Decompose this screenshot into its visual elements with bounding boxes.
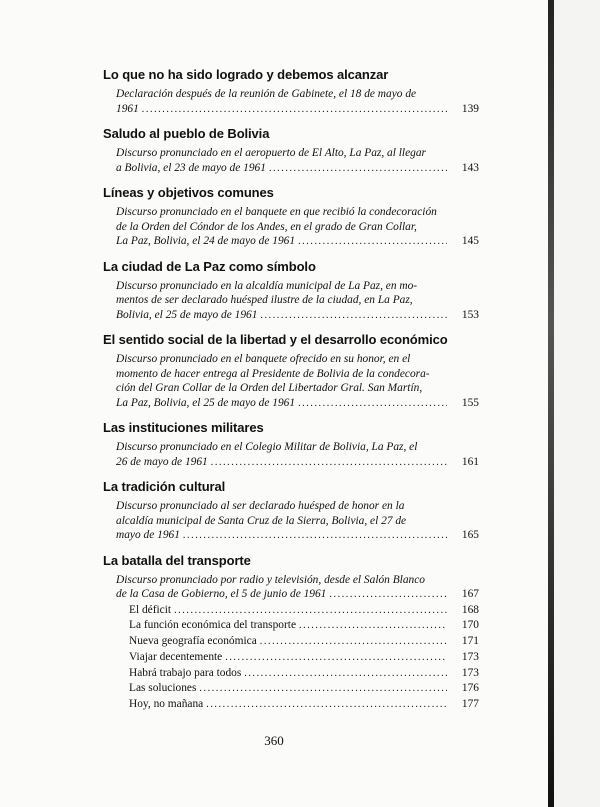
toc-section <box>103 478 479 552</box>
section-title: Las instituciones militares <box>103 420 264 435</box>
entry-description: mentos de ser declarado huésped ilustre de la ciudad, en La Paz, <box>116 294 413 306</box>
page-number: 165 <box>461 529 479 541</box>
dot-leader <box>174 603 447 619</box>
page-number: 153 <box>461 308 479 321</box>
entry-description: Discurso pronunciado en el Colegio Militar de Bolivia, La Paz, el <box>116 441 418 453</box>
page-number: 176 <box>461 682 479 695</box>
subentry <box>129 697 479 713</box>
subentry-list <box>129 603 479 714</box>
entry-last-line: 1961 <box>116 102 139 115</box>
page-number: 167 <box>461 588 479 600</box>
page-number: 143 <box>461 161 479 174</box>
entry-description: Declaración después de la reunión de Gabinete, el 18 de mayo de <box>116 88 417 100</box>
dot-leader <box>211 456 447 471</box>
section-entry <box>116 279 479 324</box>
toc-section <box>103 66 479 125</box>
subentry <box>129 634 479 650</box>
entry-description: Discurso pronunciado en el banquete en que recibió la condecoración <box>116 206 437 218</box>
section-entry <box>116 573 479 603</box>
page-number: 139 <box>461 102 479 115</box>
page-binding-shadow <box>548 0 554 807</box>
toc-section <box>103 552 479 714</box>
section-entry <box>116 352 479 411</box>
section-title: Saludo al pueblo de Bolivia <box>103 126 270 141</box>
section-title: La tradición cultural <box>103 479 226 494</box>
section-title: El sentido social de la libertad y el desarrollo económico <box>103 332 448 347</box>
entry-last-line: Bolivia, el 25 de mayo de 1961 <box>116 308 258 321</box>
dot-leader <box>206 697 447 713</box>
scan-edge <box>548 0 600 807</box>
subentry <box>129 666 479 682</box>
page-folio: 360 <box>264 733 284 748</box>
section-title: Lo que no ha sido logrado y debemos alcanzar <box>103 67 389 82</box>
section-entry <box>116 205 479 250</box>
dot-leader <box>299 618 447 634</box>
section-title: La batalla del transporte <box>103 552 251 568</box>
dot-leader <box>199 681 447 697</box>
page-number: 177 <box>461 698 479 711</box>
entry-description: Discurso pronunciado en el aeropuerto de El Alto, La Paz, al llegar <box>116 147 426 159</box>
dot-leader <box>298 235 447 250</box>
entry-description: Discurso pronunciado por radio y televisión, desde el Salón Blanco <box>116 573 425 586</box>
entry-description: ción del Gran Collar de la Orden del Libertador Gral. San Martín, <box>116 382 423 394</box>
subentry <box>129 603 479 619</box>
page-number: 173 <box>461 666 479 679</box>
dot-leader <box>260 309 447 324</box>
table-of-contents <box>103 66 479 713</box>
dot-leader <box>269 162 447 177</box>
page-number: 171 <box>461 635 479 648</box>
section-title: La ciudad de La Paz como símbolo <box>103 258 316 274</box>
section-entry <box>116 499 479 544</box>
subentry-label: Nueva geografía económica <box>129 635 257 648</box>
entry-last-line: mayo de 1961 <box>116 529 180 541</box>
toc-section <box>103 331 479 419</box>
page-number: 161 <box>461 455 479 468</box>
subentry-label: Las soluciones <box>129 682 197 695</box>
entry-last-line: La Paz, Bolivia, el 25 de mayo de 1961 <box>116 396 296 409</box>
dot-leader <box>260 634 447 650</box>
subentry-label: El déficit <box>129 603 172 616</box>
page-number: 170 <box>461 619 479 632</box>
entry-last-line: a Bolivia, el 23 de mayo de 1961 <box>116 161 266 174</box>
page-number: 168 <box>461 603 479 616</box>
dot-leader <box>183 529 447 544</box>
entry-last-line: 26 de mayo de 1961 <box>116 455 208 468</box>
dot-leader <box>298 397 447 412</box>
entry-description: de la Orden del Cóndor de los Andes, en el grado de Gran Collar, <box>116 220 417 233</box>
entry-description: Discurso pronunciado al ser declarado huésped de honor en la <box>116 500 405 512</box>
dot-leader <box>225 650 447 666</box>
entry-description: momento de hacer entrega al Presidente de Bolivia de la condecora- <box>116 367 430 380</box>
toc-section <box>103 419 479 478</box>
section-title: Líneas y objetivos comunes <box>103 185 274 200</box>
subentry-label: Habrá trabajo para todos <box>129 666 242 679</box>
subentry <box>129 681 479 697</box>
subentry <box>129 618 479 634</box>
section-entry <box>116 87 479 117</box>
subentry-label: Viajar decentemente <box>129 650 223 663</box>
section-entry <box>116 146 479 176</box>
toc-section <box>103 184 479 258</box>
page-number: 173 <box>461 650 479 663</box>
page-number: 145 <box>461 235 479 247</box>
toc-section <box>103 125 479 184</box>
entry-last-line: La Paz, Bolivia, el 24 de mayo de 1961 <box>116 235 296 247</box>
dot-leader <box>142 103 447 118</box>
entry-description: Discurso pronunciado en la alcaldía municipal de La Paz, en mo- <box>116 279 418 292</box>
entry-description: Discurso pronunciado en el banquete ofrecido en su honor, en el <box>116 353 411 365</box>
subentry <box>129 650 479 666</box>
entry-description: alcaldía municipal de Santa Cruz de la Sierra, Bolivia, el 27 de <box>116 514 407 527</box>
page-number: 155 <box>461 396 479 409</box>
dot-leader <box>244 666 447 682</box>
subentry-label: Hoy, no mañana <box>129 698 204 711</box>
dot-leader <box>329 588 447 603</box>
entry-last-line: de la Casa de Gobierno, el 5 de junio de 1961 <box>116 588 327 600</box>
subentry-label: La función económica del transporte <box>129 619 296 632</box>
toc-section <box>103 258 479 332</box>
section-entry <box>116 440 479 470</box>
